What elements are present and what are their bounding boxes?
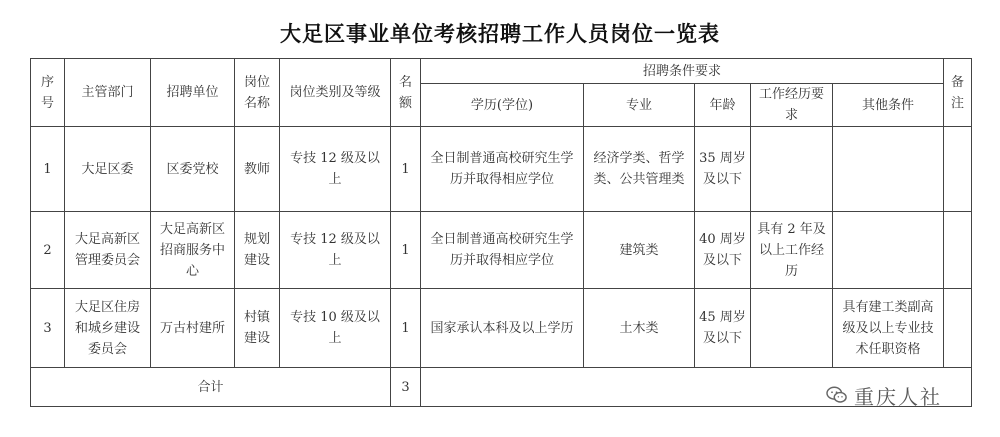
cell-age: 45 周岁及以下 xyxy=(695,289,751,368)
watermark-text: 重庆人社 xyxy=(854,384,942,409)
header-dept: 主管部门 xyxy=(65,59,151,127)
cell-quota: 1 xyxy=(391,289,421,368)
cell-major: 土木类 xyxy=(584,289,695,368)
cell-unit: 区委党校 xyxy=(151,127,235,212)
cell-education: 全日制普通高校研究生学历并取得相应学位 xyxy=(421,127,584,212)
cell-post-name: 规划建设 xyxy=(235,212,280,289)
header-quota: 名额 xyxy=(391,59,421,127)
cell-unit: 万古村建所 xyxy=(151,289,235,368)
cell-post-level: 专技 10 级及以上 xyxy=(280,289,391,368)
total-quota: 3 xyxy=(391,368,421,407)
cell-age: 35 周岁及以下 xyxy=(695,127,751,212)
cell-dept: 大足区住房和城乡建设委员会 xyxy=(65,289,151,368)
cell-experience: 具有 2 年及以上工作经历 xyxy=(751,212,833,289)
table-row xyxy=(31,289,972,368)
header-experience: 工作经历要求 xyxy=(751,84,833,127)
cell-experience xyxy=(751,289,833,368)
header-post-level: 岗位类别及等级 xyxy=(280,59,391,127)
cell-education: 国家承认本科及以上学历 xyxy=(421,289,584,368)
table-row xyxy=(31,212,972,289)
cell-education: 全日制普通高校研究生学历并取得相应学位 xyxy=(421,212,584,289)
cell-major: 建筑类 xyxy=(584,212,695,289)
header-row xyxy=(31,59,972,84)
cell-post-name: 教师 xyxy=(235,127,280,212)
cell-other xyxy=(833,212,944,289)
cell-other xyxy=(833,127,944,212)
cell-age: 40 周岁及以下 xyxy=(695,212,751,289)
header-remark: 备注 xyxy=(944,59,972,127)
cell-dept: 大足高新区管理委员会 xyxy=(65,212,151,289)
cell-remark xyxy=(944,127,972,212)
header-education: 学历(学位) xyxy=(421,84,584,127)
cell-quota: 1 xyxy=(391,212,421,289)
cell-post-name: 村镇建设 xyxy=(235,289,280,368)
header-major: 专业 xyxy=(584,84,695,127)
cell-other: 具有建工类副高级及以上专业技术任职资格 xyxy=(833,289,944,368)
cell-seq: 1 xyxy=(31,127,65,212)
wechat-icon xyxy=(826,385,848,405)
header-seq: 序号 xyxy=(31,59,65,127)
cell-remark xyxy=(944,289,972,368)
cell-seq: 2 xyxy=(31,212,65,289)
cell-dept: 大足区委 xyxy=(65,127,151,212)
header-age: 年龄 xyxy=(695,84,751,127)
cell-unit: 大足高新区招商服务中心 xyxy=(151,212,235,289)
header-requirements: 招聘条件要求 xyxy=(421,59,944,84)
table-row xyxy=(31,127,972,212)
cell-remark xyxy=(944,212,972,289)
watermark xyxy=(826,380,976,410)
positions-table xyxy=(30,58,972,407)
cell-major: 经济学类、哲学类、公共管理类 xyxy=(584,127,695,212)
cell-post-level: 专技 12 级及以上 xyxy=(280,212,391,289)
header-post-name: 岗位名称 xyxy=(235,59,280,127)
total-label: 合计 xyxy=(31,368,391,407)
page-title: 大足区事业单位考核招聘工作人员岗位一览表 xyxy=(280,22,720,46)
cell-post-level: 专技 12 级及以上 xyxy=(280,127,391,212)
header-other: 其他条件 xyxy=(833,84,944,127)
cell-experience xyxy=(751,127,833,212)
cell-quota: 1 xyxy=(391,127,421,212)
header-unit: 招聘单位 xyxy=(151,59,235,127)
cell-seq: 3 xyxy=(31,289,65,368)
